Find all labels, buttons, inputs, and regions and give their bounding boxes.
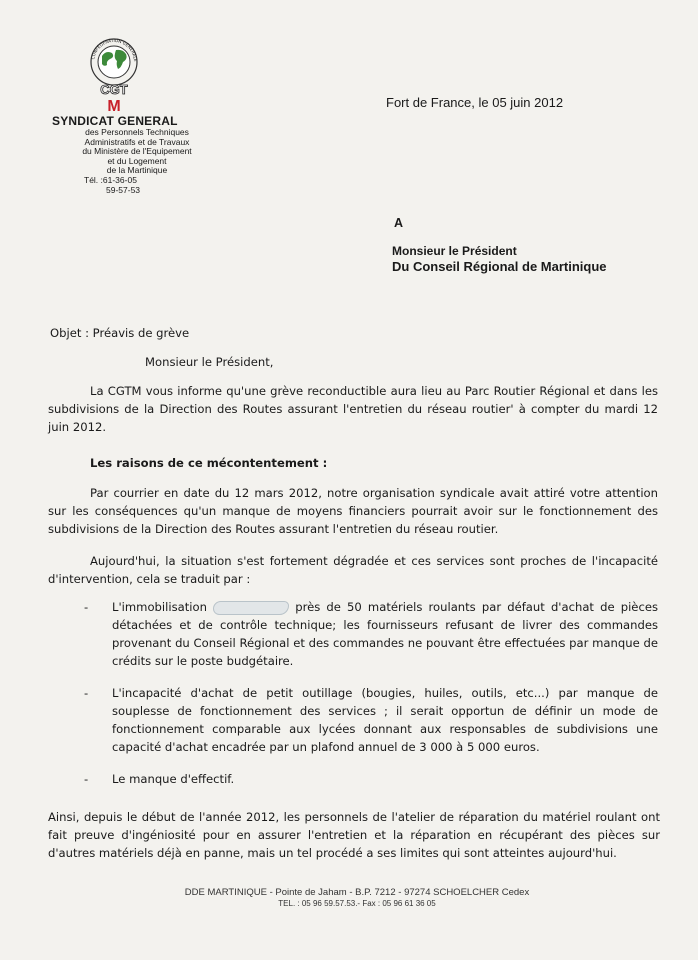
org-tel-2: 59-57-53 (106, 184, 141, 195)
org-line: des Personnels Techniques (85, 127, 189, 137)
logo-ring-text: CONFÉDÉRATION GÉNÉRALE (90, 37, 139, 62)
list-item (84, 770, 658, 788)
subject-line: Objet : Préavis de grève (50, 326, 190, 340)
org-name: SYNDICAT GENERAL (52, 114, 178, 128)
paragraph-intro: La CGTM vous informe qu'une grève reconductible aura lieu au Parc Routier Régional et dans les subdivisions de la Direction des Routes assurant l'entretien du réseau routier' à compter du mardi 12 juin 2012. (48, 384, 658, 434)
bullet-dash: - (84, 772, 89, 786)
org-tel-1: Tél. :61-36-05 (84, 174, 137, 185)
logo-m-letter: M (107, 98, 121, 114)
bullet-1-start: L'immobilisation (112, 600, 207, 614)
org-block (52, 114, 222, 195)
org-line: de la Martinique (106, 165, 168, 176)
bullet-3-text: Le manque d'effectif. (112, 772, 235, 786)
org-line: et du Logement (107, 155, 167, 166)
org-line: du Ministère de l'Equipement (82, 146, 192, 157)
bullet-dash: - (84, 600, 89, 614)
cgtm-logo (86, 34, 142, 114)
bullet-dash: - (84, 686, 89, 700)
logo-cgt-text: CGT (100, 82, 128, 97)
bullet-2-text: L'incapacité d'achat de petit outillage (bougies, huiles, outils, etc...) par manque de souplesse de fonctionnement des services ; il serait opportun de définir un mode de fonctionnement comparable aux lycées donnant aux responsables de subdivisions une capacité d'achat encadrée par un plafond annuel de 3 000 à 5 000 euros. (112, 686, 658, 754)
footer-phone: TEL. : 05 96 59.57.53.- Fax : 05 96 61 36 05 (278, 899, 436, 908)
date-line: Fort de France, le 05 juin 2012 (386, 95, 564, 110)
paragraph-situation: Aujourd'hui, la situation s'est fortement dégradée et ces services sont proches de l'incapacité d'intervention, cela se traduit par : (48, 554, 658, 586)
raisons-heading: Les raisons de ce mécontentement : (90, 456, 328, 470)
reasons-list (84, 598, 658, 788)
footer-address: DDE MARTINIQUE - Pointe de Jaham - B.P. 7212 - 97274 SCHOELCHER Cedex (184, 887, 530, 898)
org-line: Administratifs et de Travaux (84, 136, 190, 147)
paragraph-courrier: Par courrier en date du 12 mars 2012, notre organisation syndicale avait attiré votre attention sur les conséquences qu'un manque de moyens financiers pourrait avoir sur le fonctionnement des subdivisions de la Direction des Routes assurant l'entretien du réseau routier. (48, 486, 658, 536)
redaction-blot (213, 601, 289, 615)
paragraph-conclusion: Ainsi, depuis le début de l'année 2012, les personnels de l'atelier de réparation du matériel roulant ont fait preuve d'ingéniosité pour en assurer l'entretien et la réparation en récupérant des pièces sur d'autres matériels déjà en panne, mais un tel procédé a ses limites qui sont atteintes aujourd'hui. (48, 810, 660, 860)
salutation: Monsieur le Président, (145, 355, 274, 369)
list-item (84, 684, 658, 756)
recipient-line-2: Du Conseil Régional de Martinique (392, 259, 607, 274)
recipient-line-1: Monsieur le Président (392, 244, 517, 258)
recipient-a: A (394, 216, 404, 230)
list-item (84, 598, 658, 670)
bullet-1-rest: près de 50 matériels roulants par défaut d'achat de pièces détachées et de contrôle technique; les fournisseurs refusant de livrer des commandes provenant du Conseil Régional et des commandes ne pouvant être effectuées par manque de crédits sur le poste budgétaire. (112, 600, 658, 668)
